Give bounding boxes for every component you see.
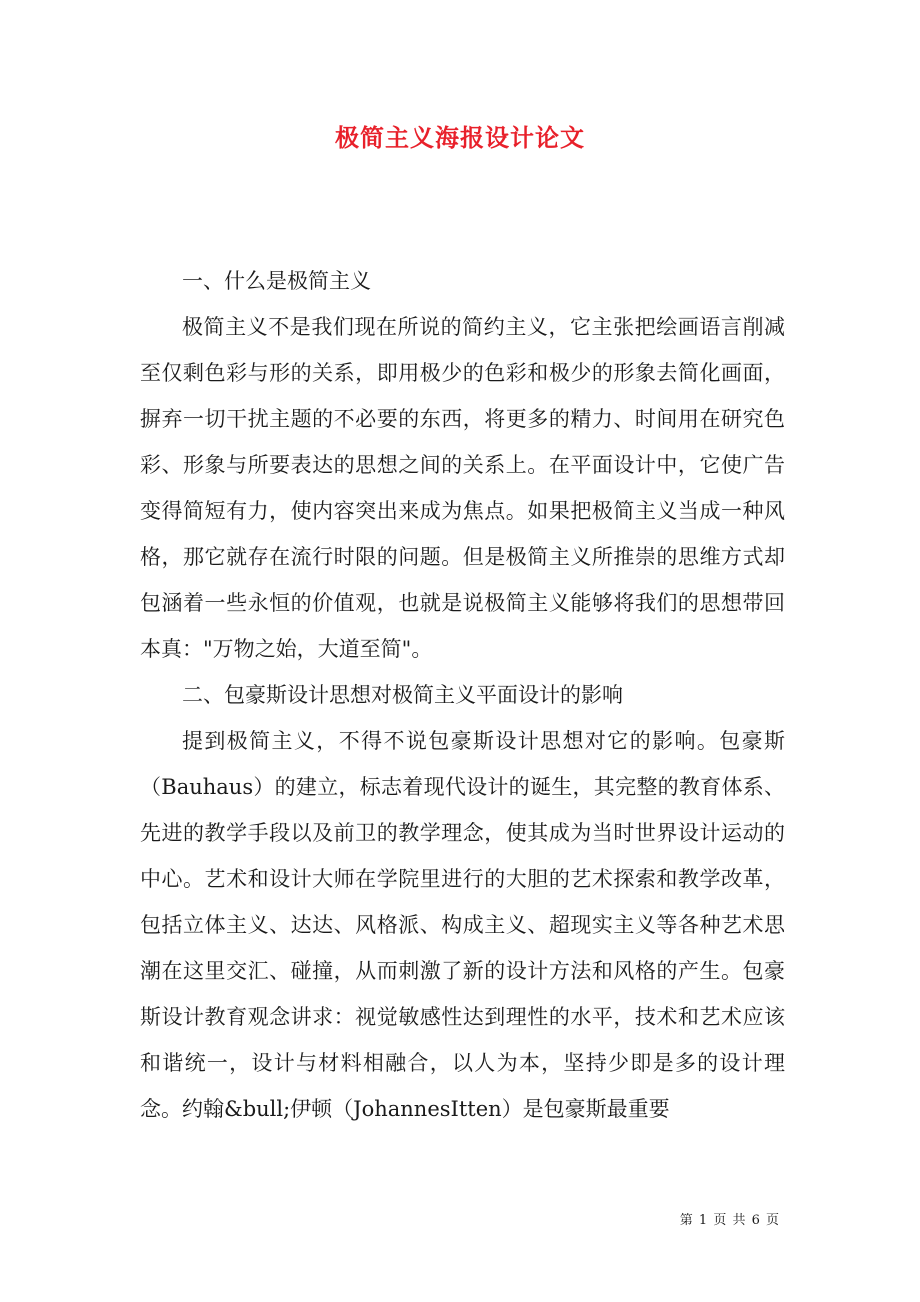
page-number-footer: 第 1 页 共 6 页 [679,1213,780,1228]
body-paragraph-1: 极简主义不是我们现在所说的简约主义，它主张把绘画语言削减至仅剩色彩与形的关系，即用极少的色彩和极少的形象去简化画面，摒弃一切干扰主题的不必要的东西，将更多的精力、时间用在研究色彩、形象与所要表达的思想之间的关系上。在平面设计中，它使广告变得简短有力，使内容突出来成为焦点。如果把极简主义当成一种风格，那它就存在流行时限的问题。但是极简主义所推崇的思维方式却包涵着一些永恒的价值观，也就是说极简主义能够将我们的思想带回本真："万物之始，大道至简"。 [140,315,785,661]
section-heading-2: 二、包豪斯设计思想对极简主义平面设计的影响 [182,683,623,707]
document-title: 极简主义海报设计论文 [335,123,585,152]
section-heading-1: 一、什么是极简主义 [182,269,371,293]
body-paragraph-2: 提到极简主义，不得不说包豪斯设计思想对它的影响。包豪斯（Bauhaus）的建立，标志着现代设计的诞生，其完整的教育体系、先进的教学手段以及前卫的教学理念，使其成为当时世界设计运动的中心。艺术和设计大师在学院里进行的大胆的艺术探索和教学改革，包括立体主义、达达、风格派、构成主义、超现实主义等各种艺术思潮在这里交汇、碰撞，从而刺激了新的设计方法和风格的产生。包豪斯设计教育观念讲求：视觉敏感性达到理性的水平，技术和艺术应该和谐统一，设计与材料相融合，以人为本，坚持少即是多的设计理念。约翰&bull;伊顿（JohannesItten）是包豪斯最重要 [140,729,785,1121]
document-body [140,258,785,1132]
